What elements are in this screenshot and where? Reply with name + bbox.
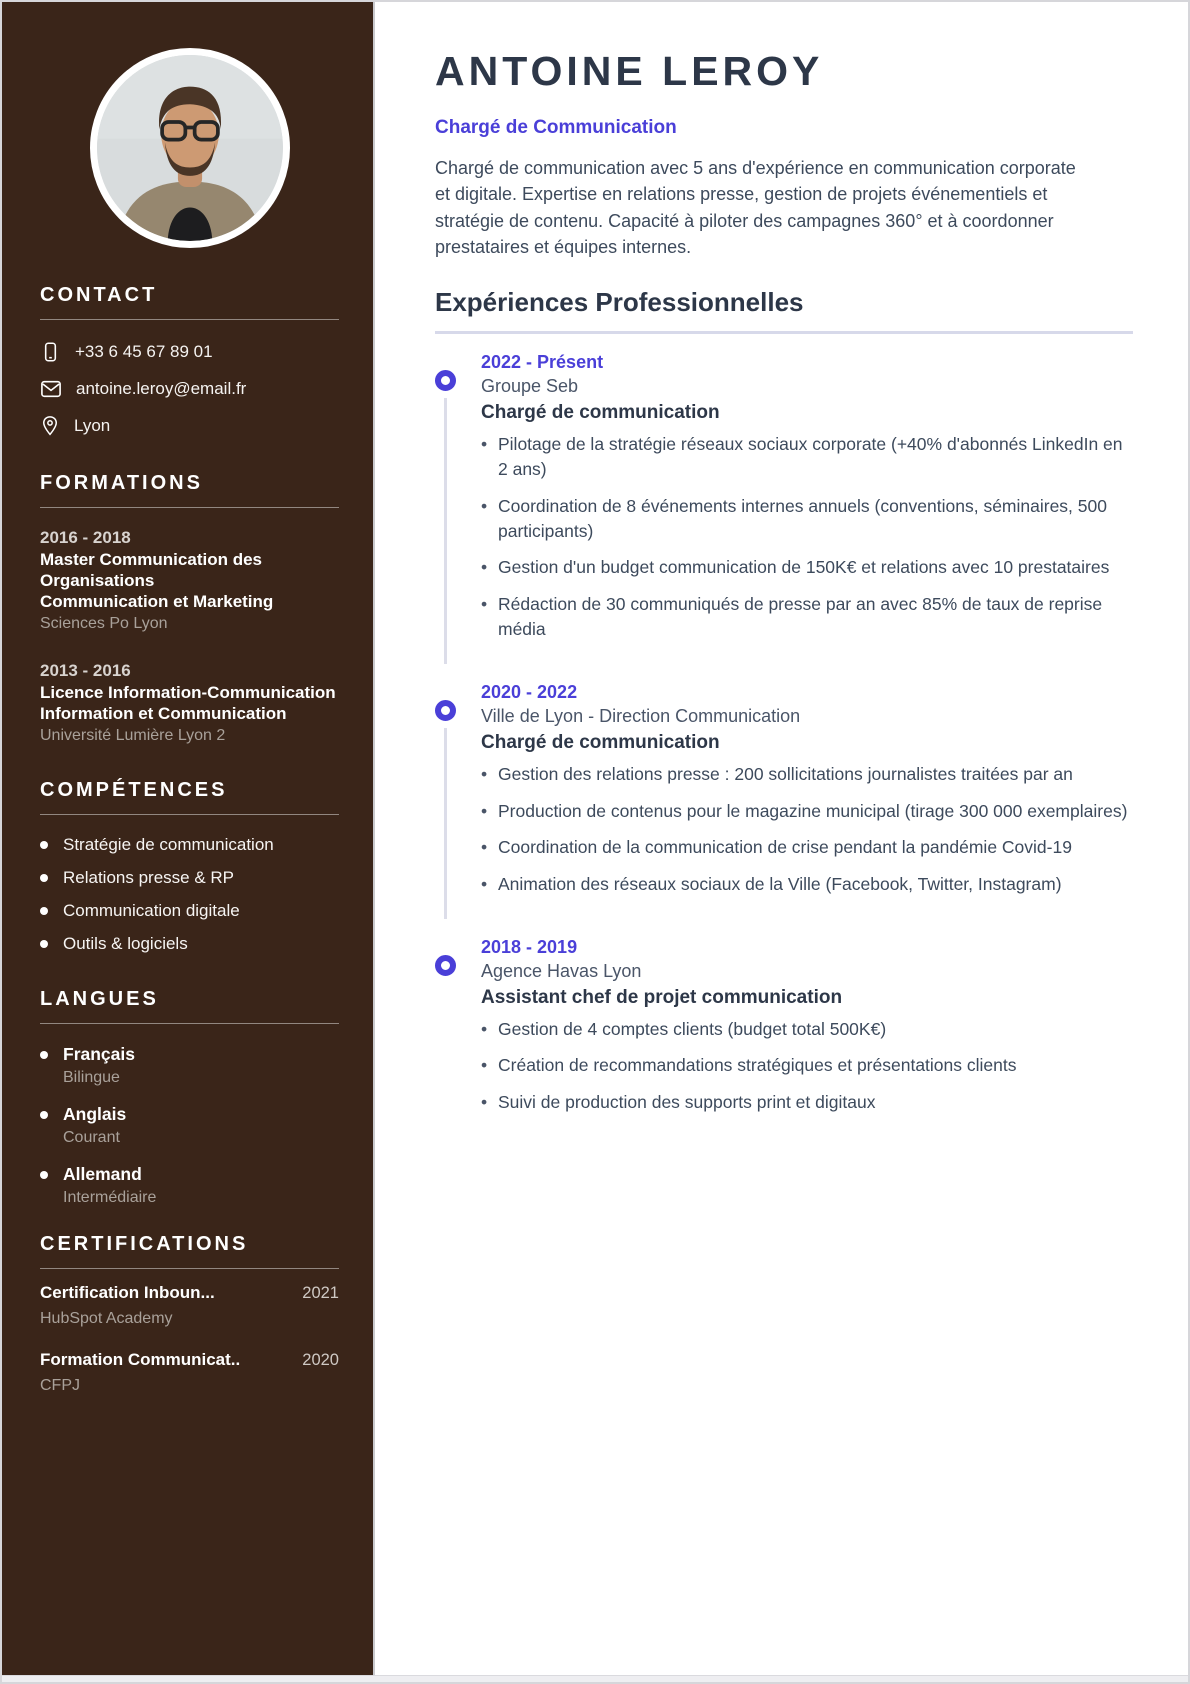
experience-period: 2022 - Présent — [481, 351, 604, 372]
experience-bullet: • Gestion de 4 comptes clients (budget total 500K€) — [481, 1017, 1133, 1042]
timeline-marker-icon — [435, 700, 456, 721]
education-period: 2013 - 2016 — [40, 660, 131, 680]
experience-bullet: • Gestion des relations presse : 200 sollicitations journalistes traitées par an — [481, 762, 1133, 787]
skill-label: Relations presse & RP — [63, 867, 235, 887]
contact-phone: +33 6 45 67 89 01 — [75, 342, 213, 361]
language-block — [63, 1164, 156, 1207]
language-block — [63, 1104, 126, 1147]
contact-email-row — [40, 379, 339, 399]
language-name: Anglais — [63, 1103, 127, 1124]
skill-label: Stratégie de communication — [63, 834, 274, 854]
contact-phone-row — [40, 340, 339, 364]
education-school: Sciences Po Lyon — [40, 614, 168, 632]
main-content — [375, 2, 1188, 1675]
sidebar — [2, 2, 375, 1675]
divider — [40, 507, 339, 508]
skill-label: Outils & logiciels — [63, 933, 188, 953]
langues-title: LANGUES — [40, 987, 159, 1010]
language-level: Courant — [63, 1128, 120, 1146]
experience-bullet: • Suivi de production des supports print et digitaux — [481, 1090, 1133, 1115]
certification-row — [40, 1350, 339, 1370]
person-name: ANTOINE LEROY — [435, 48, 824, 94]
profile-photo — [90, 48, 290, 248]
bullet-dot-icon — [40, 874, 48, 882]
languages-list — [40, 1044, 339, 1207]
certification-row — [40, 1283, 339, 1303]
skill-item — [40, 835, 339, 855]
timeline-marker-icon — [435, 955, 456, 976]
experience-item — [435, 352, 1133, 643]
language-level: Bilingue — [63, 1068, 120, 1086]
contact-location-row — [40, 414, 339, 438]
language-level: Intermédiaire — [63, 1188, 157, 1206]
experience-bullet: • Animation des réseaux sociaux de la Ville (Facebook, Twitter, Instagram) — [481, 872, 1133, 897]
experience-item — [435, 682, 1133, 897]
education-specialty: Communication et Marketing — [40, 591, 274, 611]
divider — [40, 1023, 339, 1024]
education-school: Université Lumière Lyon 2 — [40, 726, 226, 744]
experience-period: 2020 - 2022 — [481, 682, 578, 703]
experience-bullets — [481, 432, 1133, 643]
experience-bullet: • Gestion d'un budget communication de 150K€ et relations avec 10 prestataires — [481, 555, 1133, 580]
contact-section — [40, 284, 339, 438]
education-period: 2016 - 2018 — [40, 528, 131, 547]
certification-issuer: HubSpot Academy — [40, 1309, 173, 1327]
divider — [40, 814, 339, 815]
experience-bullets — [481, 1017, 1133, 1115]
bullet-dot-icon — [40, 940, 48, 948]
certifications-title: CERTIFICATIONS — [40, 1232, 249, 1255]
skills-list — [40, 835, 339, 954]
profile-summary: Chargé de communication avec 5 ans d'expérience en communication corporate et digitale. Expertise en relations presse, gestion de projets événementiels et stratégie de contenu. Capacité à piloter des campagnes 360° et à coordonner prestataires et équipes internes. — [435, 158, 1076, 258]
certification-name: Formation Communicat.. — [40, 1349, 241, 1369]
experience-bullet: • Coordination de 8 événements internes annuels (conventions, séminaires, 500 participants) — [481, 494, 1133, 545]
bullet-dot-icon — [40, 1171, 48, 1179]
experience-bullet: • Pilotage de la stratégie réseaux sociaux corporate (+40% d'abonnés LinkedIn en 2 ans) — [481, 432, 1133, 483]
experience-bullet: • Rédaction de 30 communiqués de presse par an avec 85% de taux de reprise média — [481, 592, 1133, 643]
experience-company: Agence Havas Lyon — [481, 960, 642, 981]
bullet-dot-icon — [40, 907, 48, 915]
language-item — [40, 1164, 339, 1207]
skill-label: Communication digitale — [63, 900, 240, 920]
location-icon — [40, 414, 60, 438]
page-bottom-edge — [2, 1675, 1188, 1682]
education-degree: Licence Information-Communication — [40, 682, 336, 702]
competences-title: COMPÉTENCES — [40, 778, 228, 801]
timeline-marker-icon — [435, 370, 456, 391]
experience-company: Ville de Lyon - Direction Communication — [481, 706, 801, 727]
experience-role: Chargé de communication — [481, 401, 720, 423]
contact-title: CONTACT — [40, 284, 158, 306]
education-degree: Master Communication des Organisations — [40, 550, 262, 590]
experience-bullet: • Coordination de la communication de crise pendant la pandémie Covid-19 — [481, 835, 1133, 860]
language-block — [63, 1044, 135, 1087]
experience-bullet: • Création de recommandations stratégiques et présentations clients — [481, 1053, 1133, 1078]
certification-year: 2020 — [302, 1350, 339, 1369]
experience-role: Assistant chef de projet communication — [481, 986, 843, 1008]
skill-item — [40, 868, 339, 888]
experience-period: 2018 - 2019 — [481, 936, 578, 957]
skill-item — [40, 901, 339, 921]
formations-title: FORMATIONS — [40, 472, 203, 494]
language-item — [40, 1044, 339, 1087]
competences-section — [40, 779, 339, 954]
certification-item — [40, 1350, 339, 1395]
bullet-dot-icon — [40, 1051, 48, 1059]
profile-photo-illustration — [97, 55, 283, 241]
divider — [40, 319, 339, 320]
education-item — [40, 661, 339, 745]
person-job-title: Chargé de Communication — [435, 117, 677, 138]
skill-item — [40, 934, 339, 954]
experience-timeline — [435, 352, 1133, 1115]
language-item — [40, 1104, 339, 1147]
divider — [40, 1268, 339, 1269]
experiences-section-title: Expériences Professionnelles — [435, 287, 1133, 334]
certification-year: 2021 — [302, 1283, 339, 1302]
contact-email: antoine.leroy@email.fr — [76, 379, 247, 398]
experience-bullets — [481, 762, 1133, 897]
certification-name: Certification Inboun... — [40, 1282, 215, 1302]
experience-item — [435, 937, 1133, 1115]
language-name: Français — [63, 1043, 135, 1064]
certification-issuer: CFPJ — [40, 1376, 80, 1394]
phone-icon — [40, 340, 61, 364]
experience-role: Chargé de communication — [481, 732, 720, 754]
bullet-dot-icon — [40, 1111, 48, 1119]
contact-location: Lyon — [74, 416, 111, 435]
experience-bullet: • Production de contenus pour le magazine municipal (tirage 300 000 exemplaires) — [481, 799, 1133, 824]
certifications-section — [40, 1233, 339, 1395]
experience-company: Groupe Seb — [481, 375, 579, 396]
education-specialty: Information et Communication — [40, 703, 287, 723]
language-name: Allemand — [63, 1163, 142, 1184]
mail-icon — [40, 379, 62, 399]
certification-item — [40, 1283, 339, 1328]
formations-section — [40, 472, 339, 745]
page-body — [2, 2, 1188, 1675]
education-item — [40, 528, 339, 633]
langues-section — [40, 988, 339, 1207]
bullet-dot-icon — [40, 841, 48, 849]
